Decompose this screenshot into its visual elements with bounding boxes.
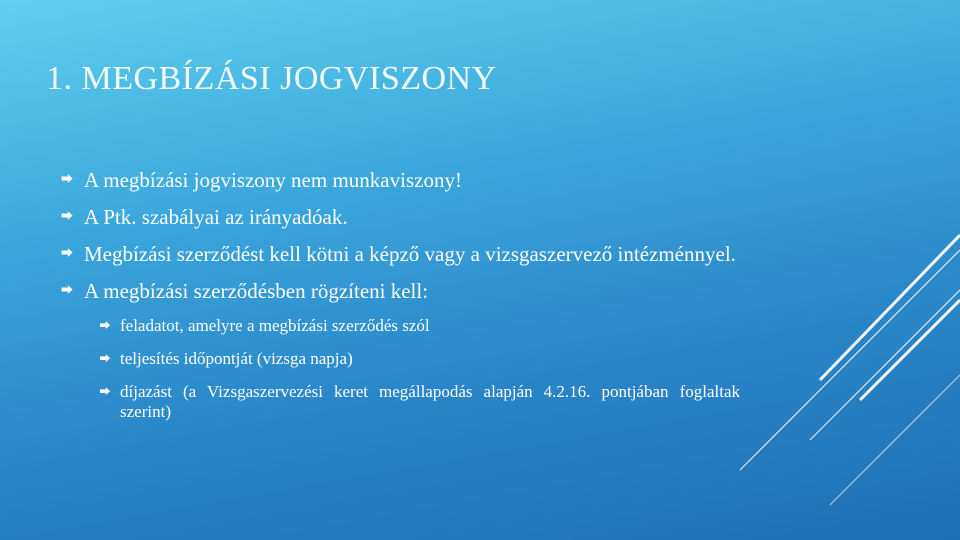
- sub-list-item-text: teljesítés időpontját (vizsga napja): [120, 349, 353, 368]
- list-item-text: A Ptk. szabályai az irányadóak.: [84, 205, 348, 229]
- sub-list-item: [98, 382, 740, 422]
- list-item: [60, 168, 740, 192]
- bullet-list: [60, 168, 740, 435]
- bullet-circle-arrow-icon: ⮕: [60, 172, 73, 186]
- sub-list-item-text: díjazást (a Vizsgaszervezési keret megállapodás alapján 4.2.16. pontjában foglaltak szerint): [120, 382, 740, 421]
- list-item: [60, 205, 740, 229]
- slide-title: 1. MEGBÍZÁSI JOGVISZONY: [46, 60, 497, 97]
- bullet-circle-arrow-icon: ⮕: [99, 385, 111, 398]
- bullet-circle-arrow-icon: ⮕: [60, 209, 73, 223]
- sub-list-item: [98, 349, 740, 369]
- sub-list-item: [98, 316, 740, 336]
- bullet-circle-arrow-icon: ⮕: [60, 283, 73, 297]
- list-item: [60, 279, 740, 303]
- bullet-circle-arrow-icon: ⮕: [60, 246, 73, 260]
- list-item-text: A megbízási jogviszony nem munkaviszony!: [84, 168, 462, 192]
- sub-list-item-text: feladatot, amelyre a megbízási szerződés szól: [120, 316, 430, 335]
- list-item-text: A megbízási szerződésben rögzíteni kell:: [84, 279, 429, 303]
- list-item-text: Megbízási szerződést kell kötni a képző vagy a vizsgaszervező intézménnyel.: [84, 242, 736, 266]
- list-item: [60, 242, 740, 266]
- bullet-circle-arrow-icon: ⮕: [99, 319, 111, 332]
- bullet-circle-arrow-icon: ⮕: [99, 352, 111, 365]
